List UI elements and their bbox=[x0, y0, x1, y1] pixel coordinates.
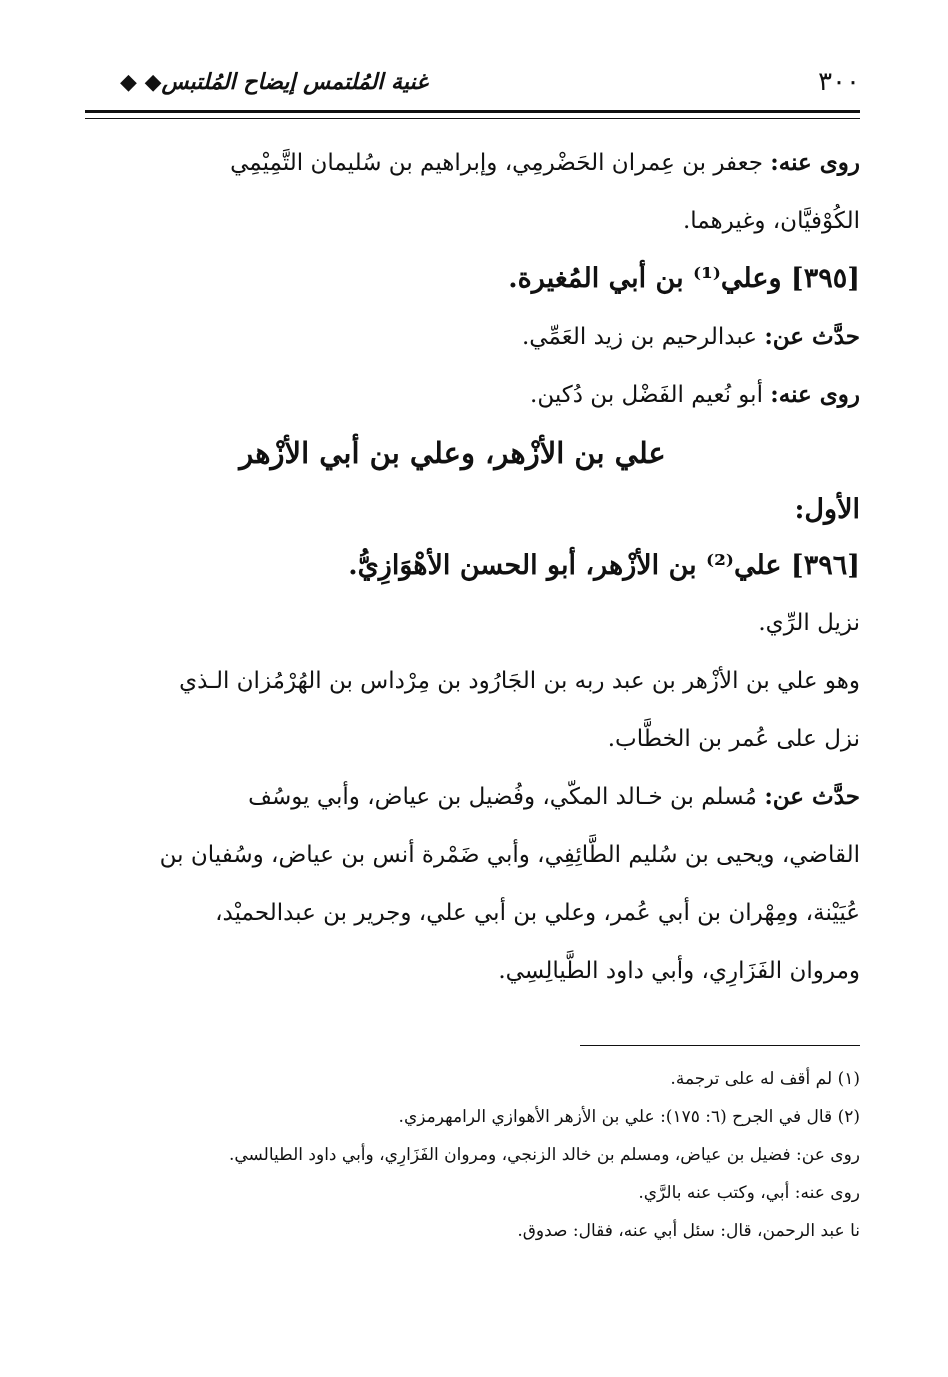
header-rule-thick bbox=[85, 110, 860, 113]
text-line bbox=[85, 366, 860, 424]
footnote-2-line: نا عبد الرحمن، قال: سئل أبي عنه، فقال: صدوق. bbox=[517, 1221, 860, 1241]
page-number: ٣٠٠ bbox=[818, 67, 860, 97]
main-text bbox=[85, 134, 860, 1000]
line-text: أبو نُعيم الفَضْل بن دُكين. bbox=[530, 382, 771, 408]
text-line: الكُوْفيَّان، وغيرهما. bbox=[682, 208, 860, 234]
text-line: نزيل الرِّي. bbox=[758, 610, 860, 636]
entry-396-heading: [٣٩٦] علي⁽²⁾ بن الأزْهر، أبو الحسن الأهْوَازِيُّ. bbox=[348, 550, 860, 581]
running-title: غنية المُلتمس إيضاح المُلتبس◆ ◆ bbox=[120, 69, 428, 95]
field-label: حدَّث عن: bbox=[764, 323, 860, 350]
footnote-2-line: روى عنه: أبي، وكتب عنه بالرَّي. bbox=[638, 1183, 860, 1203]
text-line bbox=[85, 134, 860, 192]
text-line: القاضي، ويحيى بن سُليم الطَّائِفِي، وأبي ضَمْرة أنس بن عياض، وسُفيان بن bbox=[159, 842, 860, 868]
line-text: مُسلم بن خـالد المكّي، وفُضيل بن عياض، وأبي يوسُف bbox=[248, 784, 765, 810]
field-label: روى عنه: bbox=[770, 149, 860, 176]
footnote-2-line: روى عن: فضيل بن عياض، ومسلم بن خالد الزنجي، ومروان الفَزَارِي، وأبي داود الطيالسي. bbox=[228, 1145, 860, 1165]
footnote-separator bbox=[580, 1045, 860, 1046]
entry-395-heading: [٣٩٥] وعلي⁽¹⁾ بن أبي المُغيرة. bbox=[508, 263, 860, 294]
line-text: جعفر بن عِمران الحَضْرمِي، وإبراهيم بن سُليمان التَّمِيْمِي bbox=[230, 150, 771, 176]
footnote-2: (٢) قال في الجرح (٦: ١٧٥): علي بن الأزهر الأهوازي الرامهرمزي. bbox=[398, 1107, 860, 1127]
page-header bbox=[120, 62, 860, 102]
section-heading: علي بن الأزْهر، وعلي بن أبي الأزْهر bbox=[239, 436, 666, 470]
text-line: نزل على عُمر بن الخطَّاب. bbox=[607, 726, 860, 752]
header-rule-thin bbox=[85, 118, 860, 119]
field-label: حدَّث عن: bbox=[764, 783, 860, 810]
footnote-1: (١) لم أقف له على ترجمة. bbox=[670, 1069, 860, 1089]
text-line: ومروان الفَزَارِي، وأبي داود الطَّيالِسِي. bbox=[498, 958, 860, 984]
text-line: عُيَيْنة، ومِهْران بن أبي عُمر، وعلي بن أبي علي، وجرير بن عبدالحميْد، bbox=[215, 900, 860, 926]
line-text: عبدالرحيم بن زيد العَمِّي. bbox=[522, 324, 765, 350]
first-label: الأول: bbox=[794, 494, 860, 525]
text-line: وهو علي بن الأزْهر بن عبد ربه بن الجَارُود بن مِرْداس بن الهُرْمُزان الـذي bbox=[179, 668, 860, 694]
text-line bbox=[85, 768, 860, 826]
footnotes bbox=[85, 1062, 860, 1248]
field-label: روى عنه: bbox=[770, 381, 860, 408]
text-line bbox=[85, 308, 860, 366]
